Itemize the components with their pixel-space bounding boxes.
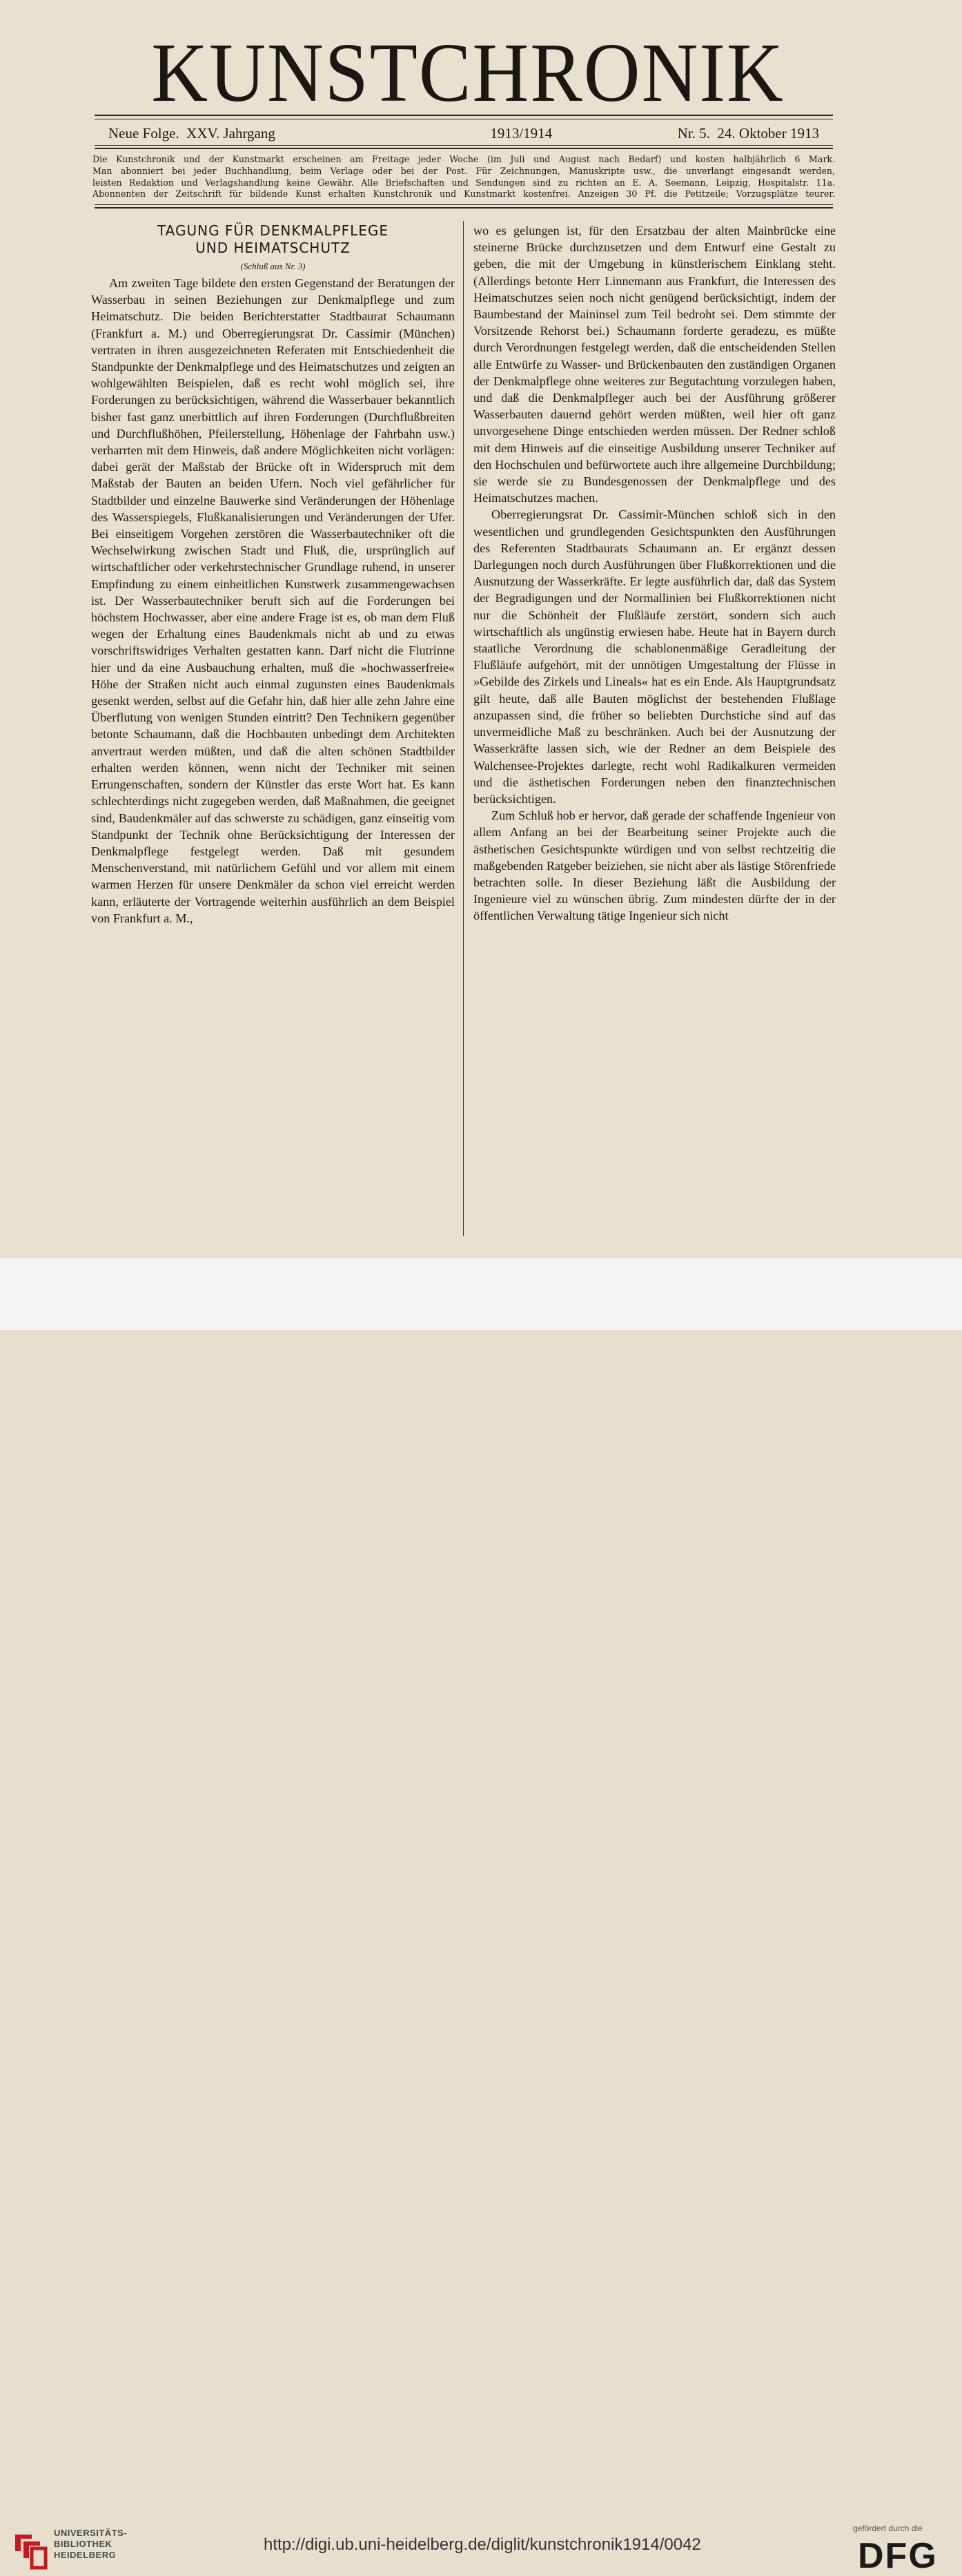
- notice-rule-top: [95, 204, 833, 205]
- issue-rule-bottom: [95, 148, 833, 149]
- issue-number: Nr. 5.: [677, 125, 710, 142]
- dfg-logo: DFG: [858, 2536, 938, 2576]
- issue-number-date: [678, 124, 819, 145]
- column-divider: [463, 221, 464, 1236]
- issue-series: Neue Folge.: [108, 125, 179, 142]
- article-column-left: [91, 222, 455, 927]
- article-paragraph: Zum Schluß hob er hervor, daß gerade der schaffende Ingenieur von allem Anfang an bei der Bearbeitung seiner Projekte auch die ästhetischen Gesichtspunkte würdigen und von selbst rechtzeitig die maßgebenden Ratgeber beiziehen, sie nicht aber als lästige Störenfriede betrachten solle. In dieser Beziehung läßt die Ausbildung der Ingenieure viel zu wünschen übrig. Zum mindesten dürfte der in der öffentlichen Verwaltung tätige Ingenieur sich nicht: [473, 808, 836, 923]
- article-continuation-note: (Schluß aus Nr. 3): [240, 261, 306, 271]
- library-name-line: HEIDELBERG: [54, 2550, 117, 2560]
- article-paragraph: wo es gelungen ist, für den Ersatzbau der alten Mainbrücke eine steinerne Brücke durchzusetzen und dem Entwurf eine Gestalt zu geben, die mit der Umgebung in künstlerischem Einklang steht. (Allerdings betonte Herr Linnemann aus Frankfurt, die Interessen des Heimatschutzes seien noch nicht genügend berücksichtigt, indem der Baumbestand der Maininsel zum Teil bedroht sei. Dem stimmte der Vorsitzende Rehorst bei.) Schaumann forderte geradezu, es müßte durch Verordnungen festgelegt werden, daß die entscheidenden Stellen alle Entwürfe zu Wasser- und Brückenbauten den zuständigen Organen der Denkmalpflege ohne weiteres zur Begutachtung vorzulegen haben, und daß die Denkmalpfleger auch bei der Ausführung größerer Wasserbauten dauernd gehört werden müßten, weil hier oft ganz unvorgesehene Dinge entschieden werden müssen. Der Redner schloß mit dem Hinweis auf die einseitige Ausbildung unserer Techniker auf den Hochschulen und befürwortete auch ihre allgemeine Durchbildung; sie werde sie zu Bundesgenossen der Denkmalpflege und des Heimatschutzes machen.: [473, 224, 836, 505]
- subscription-line: Man abonniert bei jeder Buchhandlung, beim Verlage oder bei der Post. Für Zeichnungen, Manuskripte usw., die unverlangt eingesandt werden,: [92, 165, 835, 176]
- issue-date: 24. Oktober 1913: [717, 125, 819, 142]
- funded-by-label: gefördert durch die: [853, 2524, 923, 2533]
- library-name-line: BIBLIOTHEK: [54, 2539, 112, 2549]
- subscription-line: Abonnenten der Zeitschrift für bildende Kunst erhalten Kunstchronik und Kunstmarkt kostenfrei. Anzeigen 30 Pf. die Petitzeile; Vorzugsplätze teurer.: [92, 188, 835, 200]
- library-name: [54, 2528, 127, 2561]
- article-paragraph: Am zweiten Tage bildete den ersten Gegenstand der Beratungen der Wasserbau in seinen Beziehungen zur Denkmalpflege und zum Heimatschutz. Die beiden Berichterstatter Stadtbaurat Schaumann (Frankfurt a. M.) und Oberregierungsrat Dr. Cassimir (München) vertraten in ihren ausgezeichneten Referaten mit Entschiedenheit die Standpunkte der Denkmalpflege und des Heimatschutzes und zeigten an wohlgewählten Beispielen, daß es recht wohl möglich sei, ihre Forderungen zu berücksichtigen, während die Wasserbauer bekanntlich bisher fast ganz unerbittlich auf ihren Forderungen (Durchflußbreiten und Durchflußhöhen, Pfeilerstellung, Höhenlage der Fahrbahn usw.) verharrten mit dem Hinweis, daß andere Möglichkeiten nicht vorlägen: dabei gerät der Maßstab der Brücke oft in Widerspruch mit dem Maßstab der Bauten an beiden Ufern. Noch viel gefährlicher für Stadtbilder und einzelne Bauwerke sind Veränderungen der Höhenlage des Wasserspiegels, Flußkanalisierungen und Veränderungen der Ufer. Bei einseitigem Vorgehen zerstören die Wasserbautechniker oft die Wechselwirkung zwischen Stadt und Fluß, die, ursprünglich auf wirtschaftlicher oder verkehrstechnischer Grundlage ruhend, in unserer Empfindung zu einem einheitlichen Kunstwerk zusammengewachsen ist. Der Wasserbautechniker beruft sich auf die Forderungen bei höchstem Hochwasser, aber eine andere Frage ist es, ob man dem Fluß wegen der Erhaltung eines Baudenkmals nicht ab und zu etwas vorschriftswidriges Verhalten gestatten kann. Darf nicht die Flutrinne hier und da eine Ausbauchung erhalten, muß die »hochwasserfreie« Höhe der Straßen nicht auch einmal zugunsten eines Baudenkmals gesenkt werden, selbst auf die Gefahr hin, daß hier alle zehn Jahre eine Überflutung von wenigen Stunden eintritt? Den Technikern gegenüber betonte Schaumann, daß die Hochbauten unbedingt dem Architekten anvertraut werden müßten, und daß die alten schönen Stadtbilder erhalten werden können, wenn nicht der Techniker mit seinen Errungenschaften, sondern der Künstler das erste Wort hat. Es kann schlechterdings nicht zugegeben werden, daß Maßnahmen, die geeignet sind, Baudenkmäler auf das schwerste zu schädigen, ganz einseitig vom Standpunkt der Technik ohne Berücksichtigung der Interessen der Denkmalpflege festgelegt werden. Daß mit gesundem Menschenverstand, mit natürlichem Gefühl und vor allem mit einem warmen Herzen für unsere Denkmäler da schon viel erreicht werden kann, erläuterte der Vortragende weiterhin ausführlich an dem Beispiel von Frankfurt a. M.,: [91, 276, 455, 925]
- university-library-logo-icon: [11, 2530, 48, 2572]
- issue-series-volume: [108, 124, 275, 145]
- article-column-right: [473, 222, 836, 924]
- issue-rule-top: [95, 145, 833, 146]
- article-title-line: UND HEIMATSCHUTZ: [195, 240, 351, 256]
- issue-years: 1913/1914: [490, 125, 553, 142]
- library-name-line: UNIVERSITÄTS-: [54, 2528, 128, 2538]
- permalink-url[interactable]: http://digi.ub.uni-heidelberg.de/diglit/kunstchronik1914/0042: [264, 2535, 701, 2554]
- masthead-rule-top: [95, 115, 833, 116]
- issue-volume: XXV. Jahrgang: [186, 125, 275, 142]
- masthead-title: KUNSTCHRONIK: [151, 36, 785, 112]
- subscription-line: Die Kunstchronik und der Kunstmarkt erscheinen am Freitage jeder Woche (im Juli und August nach Bedarf) und kosten halbjährlich 6 Mark.: [92, 154, 835, 164]
- article-title: [91, 222, 455, 257]
- article-title-line: TAGUNG FÜR DENKMALPFLEGE: [157, 222, 389, 239]
- digitization-footer: [0, 1258, 962, 2576]
- subscription-notice: [92, 154, 835, 200]
- notice-rule-bottom: [95, 207, 833, 209]
- article-paragraph: Oberregierungsrat Dr. Cassimir-München schloß sich in den wesentlichen und grundlegenden Gesichtspunkten den Ausführungen des Referenten Stadtbaurats Schaumann an. Er ergänzt dessen Darlegungen noch durch Ausführungen über Flußkorrektionen und die Ausnutzung der Wasserkräfte. Er legte ausführlich dar, daß das System der Begradigungen und der Normallinien bei Flußkorrektionen nicht nur die Schönheit der Flußläufe zerstört, sondern sich auch wirtschaftlich als ungünstig erwiesen habe. Heute hat in Bayern durch staatliche Verordnung die schablonenmäßige Geradleitung der Flußläufe aufgehört, mit der unnötigen Umgestaltung der Flüsse in »Gebilde des Zirkels und Lineals« hat es ein Ende. Als Hauptgrundsatz gilt heute, daß alle Bauten möglichst der bestehenden Flußlage anzupassen sind, die früher so beliebten Durchstiche sind auf das unvermeidliche Maß zu beschränken. Auch bei der Ausnutzung der Wasserkräfte lassen sich, wie der Redner an dem Beispiele des Walchensee-Projektes darlegte, recht wohl Radikalkuren vermeiden und die ästhetischen Forderungen neben den finanztechnischen berücksichtigen.: [473, 507, 836, 806]
- scanned-page: [0, 0, 962, 1258]
- issue-line: [108, 124, 819, 145]
- subscription-line: leisten Redaktion und Verlagshandlung keine Gewähr. Alle Briefschaften und Sendungen sind zu richten an E. A. Seemann, Leipzig, Hospitalstr. 11a.: [92, 177, 835, 188]
